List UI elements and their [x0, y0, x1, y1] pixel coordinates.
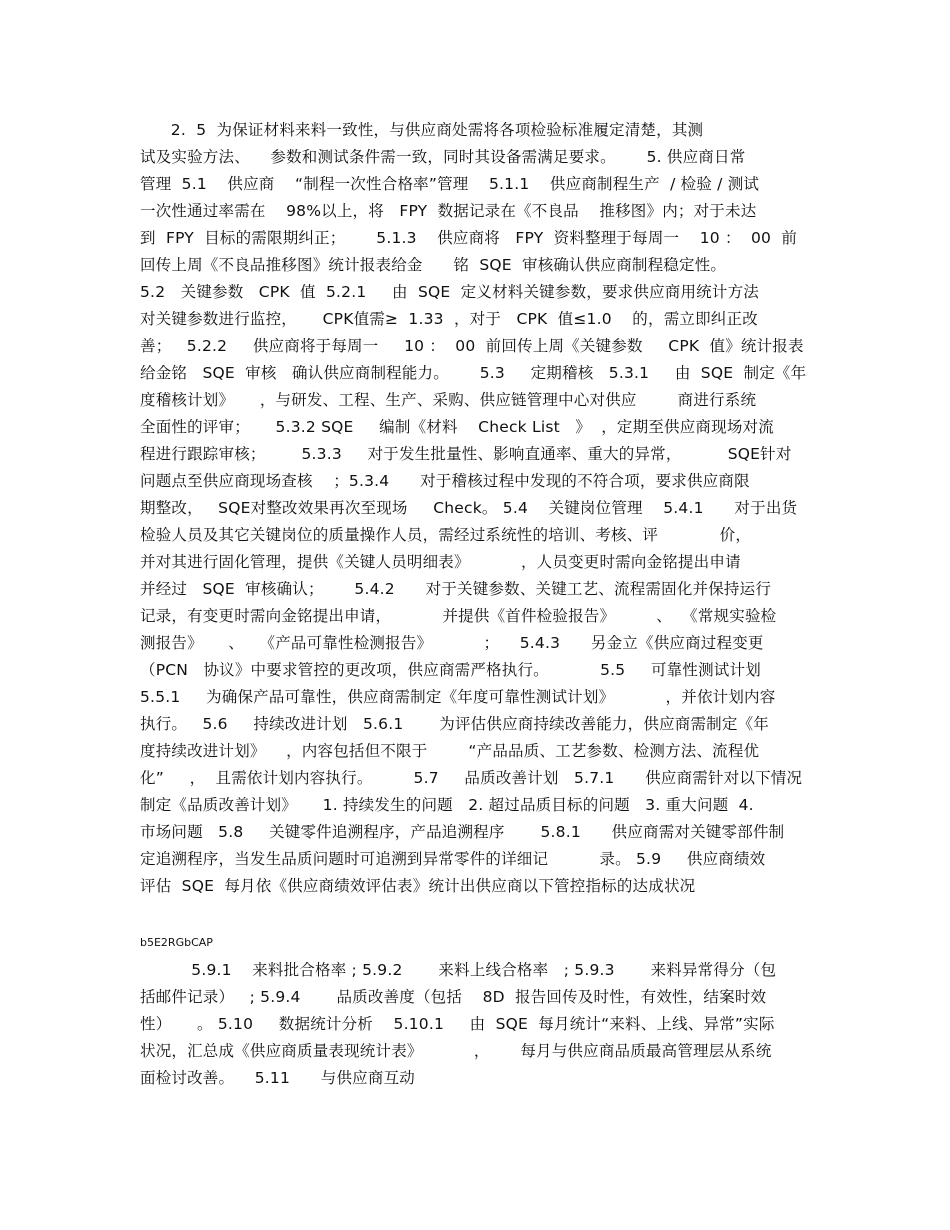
text-line: 问题点至供应商现场查核 ；5.3.4 对于稽核过程中发现的不符合项，要求供应商限: [140, 472, 750, 490]
text-line: 试及实验方法、 参数和测试条件需一致，同时其设备需满足要求。 5. 供应商日常: [140, 148, 746, 166]
text-line: 化” ， 且需依计划内容执行。 5.7 品质改善计划 5.7.1 供应商需针对以下情况: [140, 769, 803, 787]
text-line: 给金铭 SQE 审核 确认供应商制程能力。 5.3 定期稽核 5.3.1 由 SQE 制定《年: [140, 364, 807, 382]
text-line: 对关键参数进行监控， CPK值需≥ 1.33 ，对于 CPK 值≤1.0 的，需立即纠正改: [140, 310, 758, 328]
text-line: 市场问题 5.8 关键零件追溯程序，产品追溯程序 5.8.1 供应商需对关键零部件制: [140, 823, 785, 841]
text-line: 括邮件记录） ; 5.9.4 品质改善度（包括 8D 报告回传及时性，有效性，结案时效: [140, 988, 767, 1006]
text-line: （PCN 协议》中要求管控的更改项，供应商需严格执行。 5.5 可靠性测试计划: [140, 661, 761, 679]
text-line: 度持续改进计划》 ，内容包括但不限于 “产品品质、工艺参数、检测方法、流程优: [140, 742, 760, 760]
text-line: 度稽核计划》 ，与研发、工程、生产、采购、供应链管理中心对供应 商进行系统: [140, 391, 757, 409]
text-line: 记录，有变更时需向金铭提出申请， 并提供《首件检验报告》 、 《常规实验检: [140, 607, 777, 625]
text-line: 执行。 5.6 持续改进计划 5.6.1 为评估供应商持续改善能力，供应商需制定《年: [140, 715, 769, 733]
text-line: 检验人员及其它关键岗位的质量操作人员，需经过系统性的培训、考核、评 价，: [140, 526, 752, 544]
text-line: 5.5.1 为确保产品可靠性，供应商需制定《年度可靠性测试计划》 ，并依计划内容: [140, 688, 776, 706]
text-line: 测报告》 、 《产品可靠性检测报告》 ； 5.4.3 另金立《供应商过程变更: [140, 634, 764, 652]
text-line: 期整改， SQE对整改效果再次至现场 Check。 5.4 关键岗位管理 5.4.1 对于出货: [140, 499, 798, 517]
text-line: 状况，汇总成《供应商质量表现统计表》 ， 每月与供应商品质最高管理层从系统: [140, 1042, 772, 1060]
text-line: 性） 。 5.10 数据统计分析 5.10.1 由 SQE 每月统计“来料、上线、异常”实际: [140, 1015, 775, 1033]
text-line: 5.2 关键参数 CPK 值 5.2.1 由 SQE 定义材料关键参数，要求供应商用统计方法: [140, 283, 759, 301]
text-line: 程进行跟踪审核； 5.3.3 对于发生批量性、影响直通率、重大的异常， SQE针对: [140, 445, 792, 463]
text-line: 定追溯程序，当发生品质问题时可追溯到异常零件的详细记 录。 5.9 供应商绩效: [140, 850, 766, 868]
text-line: 一次性通过率需在 98%以上，将 FPY 数据记录在《不良品 推移图》内；对于未达: [140, 202, 757, 220]
reference-code-1: b5E2RGbCAP: [140, 936, 213, 949]
text-line: 并经过 SQE 审核确认； 5.4.2 对于关键参数、关键工艺、流程需固化并保持运行: [140, 580, 772, 598]
text-line: 管理 5.1 供应商 “制程一次性合格率”管理 5.1.1 供应商制程生产 / 检验 / 测试: [140, 175, 760, 193]
text-line: 回传上周《不良品推移图》统计报表给金 铭 SQE 审核确认供应商制程稳定性。: [140, 256, 727, 274]
text-line: 5.9.1 来料批合格率 ; 5.9.2 来料上线合格率 ; 5.9.3 来料异常得分（包: [140, 961, 777, 979]
text-line: 2. 5 为保证材料来料一致性，与供应商处需将各项检验标准履定清楚，其测: [140, 121, 704, 139]
text-line: 并对其进行固化管理，提供《关键人员明细表》 ，人员变更时需向金铭提出申请: [140, 553, 741, 571]
text-line: 到 FPY 目标的需限期纠正； 5.1.3 供应商将 FPY 资料整理于每周一 10 ： 00 前: [140, 229, 798, 247]
text-line: 善； 5.2.2 供应商将于每周一 10 ： 00 前回传上周《关键参数 CPK 值》统计报表: [140, 337, 804, 355]
text-line: 全面性的评审； 5.3.2 SQE 编制《材料 Check List 》 ，定期至供应商现场对流: [140, 418, 774, 436]
text-line: 面检讨改善。 5.11 与供应商互动: [140, 1069, 426, 1087]
text-line: 制定《品质改善计划》 1. 持续发生的问题 2. 超过品质目标的问题 3. 重大问题 4.: [140, 796, 754, 814]
text-line: 评估 SQE 每月依《供应商绩效评估表》统计出供应商以下管控指标的达成状况: [140, 877, 696, 895]
